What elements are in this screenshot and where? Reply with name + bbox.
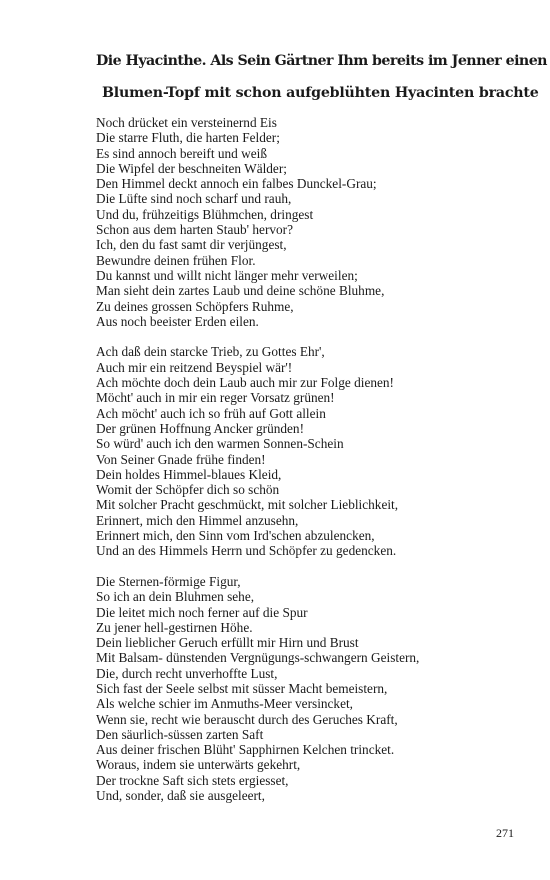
poem-body xyxy=(96,115,526,803)
verse-line: Man sieht dein zartes Laub und deine schöne Bluhme, xyxy=(96,283,385,299)
verse-line: Ich, den du fast samt dir verjüngest, xyxy=(96,237,287,253)
verse-line: Von Seiner Gnade frühe finden! xyxy=(96,451,266,467)
verse-line: Aus deiner frischen Blüht' Sapphirnen Kelchen trincket. xyxy=(96,742,395,758)
verse-line: Auch mir ein reitzend Beyspiel wär'! xyxy=(96,359,293,375)
verse-line: Woraus, indem sie unterwärts gekehrt, xyxy=(96,757,301,773)
verse-line: Zu deines grossen Schöpfers Ruhme, xyxy=(96,298,294,314)
verse-line: Der trockne Saft sich stets ergiesset, xyxy=(96,772,289,788)
verse-line: Möcht' auch in mir ein reger Vorsatz grünen! xyxy=(96,390,335,406)
verse-line: So ich an dein Bluhmen sehe, xyxy=(96,589,255,605)
verse-line: Du kannst und willt nicht länger mehr verweilen; xyxy=(96,267,358,283)
stanza-2 xyxy=(96,344,526,558)
verse-line: Die, durch recht unverhoffte Lust, xyxy=(96,665,278,681)
verse-line: Der grünen Hoffnung Ancker gründen! xyxy=(96,420,305,436)
verse-line: Mit solcher Pracht geschmückt, mit solcher Lieblichkeit, xyxy=(96,497,399,513)
verse-line: Mit Balsam- dünstenden Vergnügungs-schwangern Geistern, xyxy=(96,650,420,666)
verse-line: Dein holdes Himmel-blaues Kleid, xyxy=(96,466,282,482)
verse-line: Den Himmel deckt annoch ein falbes Dunckel-Grau; xyxy=(96,176,377,192)
verse-line: Den säurlich-süssen zarten Saft xyxy=(96,726,264,742)
verse-line: Dein lieblicher Geruch erfüllt mir Hirn und Brust xyxy=(96,635,359,651)
verse-line: Die Lüfte sind noch scharf und rauh, xyxy=(96,191,292,207)
verse-line: Ach daß dein starcke Trieb, zu Gottes Ehr', xyxy=(96,344,325,360)
verse-line: Zu jener hell-gestirnen Höhe. xyxy=(96,619,253,635)
verse-line: Noch drücket ein versteinernd Eis xyxy=(96,115,277,130)
verse-line: So würd' auch ich den warmen Sonnen-Schein xyxy=(96,436,344,452)
poem-title-line-1: Die Hyacinthe. Als Sein Gärtner Ihm bereits im Jenner einen xyxy=(96,53,547,69)
verse-line: Und an des Himmels Herrn und Schöpfer zu gedencken. xyxy=(96,543,397,559)
verse-line: Ach möcht' auch ich so früh auf Gott allein xyxy=(96,405,326,421)
verse-line: Als welche schier im Anmuths-Meer versincket, xyxy=(96,696,354,712)
verse-line: Sich fast der Seele selbst mit süsser Macht bemeistern, xyxy=(96,680,388,696)
verse-line: Schon aus dem harten Staub' hervor? xyxy=(96,222,293,238)
stanza-3 xyxy=(96,574,526,803)
verse-line: Erinnert mich, den Sinn vom Ird'schen abzulencken, xyxy=(96,528,375,544)
verse-line: Die starre Fluth, die harten Felder; xyxy=(96,130,280,146)
verse-line: Und, sonder, daß sie ausgeleert, xyxy=(96,788,265,804)
verse-line: Wenn sie, recht wie berauscht durch des Geruches Kraft, xyxy=(96,711,398,727)
poem-title-line-2: Blumen-Topf mit schon aufgeblühten Hyacinten brachte xyxy=(102,85,539,101)
verse-line: Bewundre deinen frühen Flor. xyxy=(96,252,256,268)
page-number: 271 xyxy=(496,826,514,840)
verse-line: Womit der Schöpfer dich so schön xyxy=(96,482,280,498)
verse-line: Die Wipfel der beschneiten Wälder; xyxy=(96,160,287,176)
verse-line: Ach möchte doch dein Laub auch mir zur Folge dienen! xyxy=(96,375,394,391)
verse-line: Es sind annoch bereift und weiß xyxy=(96,145,267,161)
stanza-1 xyxy=(96,115,526,329)
verse-line: Und du, frühzeitigs Blühmchen, dringest xyxy=(96,206,314,222)
verse-line: Die Sternen-förmige Figur, xyxy=(96,573,241,589)
verse-line: Aus noch beeister Erden eilen. xyxy=(96,313,259,329)
verse-line: Erinnert, mich den Himmel anzusehn, xyxy=(96,512,299,528)
verse-line: Die leitet mich noch ferner auf die Spur xyxy=(96,604,308,620)
